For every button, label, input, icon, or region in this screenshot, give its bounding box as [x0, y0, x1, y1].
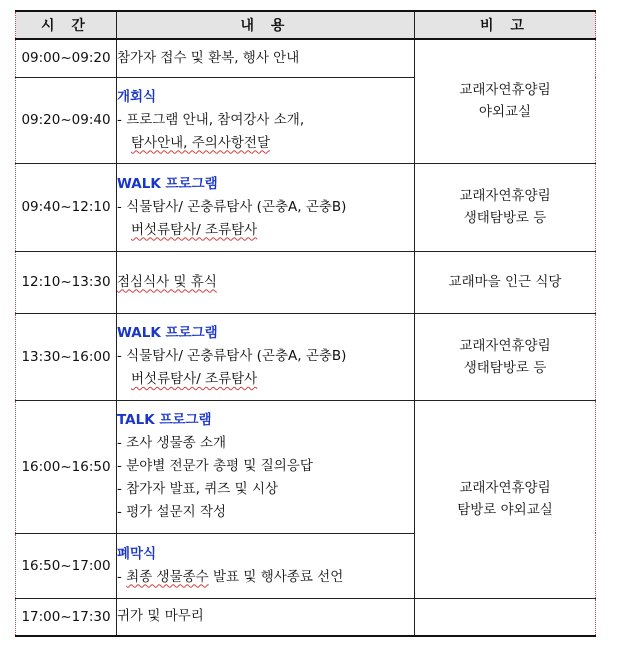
content-line-emph: 최종 생물종수	[126, 568, 209, 585]
note-line: 생태탐방로 등	[463, 210, 547, 226]
program-title: TALK 프로그램	[117, 412, 212, 428]
note-line: 교래자연휴양림	[459, 82, 551, 99]
time-cell: 16:00~16:50	[16, 400, 117, 533]
note-line: 교래자연휴양림	[459, 337, 551, 354]
note-line: 탐방로 야외교실	[457, 502, 553, 518]
content-cell	[117, 163, 415, 251]
content-line: 탐사안내, 주의사항전달	[131, 134, 270, 151]
content-cell	[117, 251, 415, 313]
note-line: 교래자연휴양림	[459, 188, 551, 204]
content-line: 귀가 및 마무리	[117, 608, 204, 625]
time-cell: 17:00~17:30	[16, 598, 117, 636]
note-cell	[415, 313, 596, 400]
table-row	[16, 400, 596, 533]
time-cell: 09:20~09:40	[16, 77, 117, 163]
content-line: - 분야별 전문가 총평 및 질의응답	[117, 458, 313, 474]
time-cell: 16:50~17:00	[16, 533, 117, 598]
time-cell: 09:40~12:10	[16, 163, 117, 251]
content-cell	[117, 533, 415, 598]
content-line: - 조사 생물종 소개	[117, 435, 227, 451]
content-line: - 식물탐사/ 곤충류탐사 (곤충A, 곤충B)	[117, 198, 347, 215]
program-title: WALK 프로그램	[117, 325, 218, 341]
content-line: 참가자 접수 및 환복, 행사 안내	[117, 49, 300, 66]
table-row	[16, 598, 596, 636]
content-line: - 식물탐사/ 곤충류탐사 (곤충A, 곤충B)	[117, 348, 347, 364]
time-cell: 13:30~16:00	[16, 313, 117, 400]
header-note: 비 고	[415, 11, 596, 39]
note-line: 야외교실	[478, 104, 532, 121]
header-content: 내 용	[117, 11, 415, 39]
content-line: - 프로그램 안내, 참여강사 소개,	[117, 111, 305, 128]
content-cell	[117, 77, 415, 163]
header-row	[16, 11, 596, 39]
note-cell	[415, 39, 596, 163]
content-line: - 참가자 발표, 퀴즈 및 시상	[117, 481, 279, 497]
table-row	[16, 39, 596, 77]
header-time: 시 간	[16, 11, 117, 39]
content-cell	[117, 400, 415, 533]
note-line: 생태탐방로 등	[463, 359, 547, 376]
content-line: 버섯류탐사/ 조류탐사	[131, 371, 258, 387]
content-cell	[117, 313, 415, 400]
time-cell: 09:00~09:20	[16, 39, 117, 77]
note-cell	[415, 163, 596, 251]
time-cell: 12:10~13:30	[16, 251, 117, 313]
content-line: 점심식사 및 휴식	[117, 273, 217, 290]
note-line: 교래자연휴양림	[459, 480, 551, 496]
content-line: - 평가 설문지 작성	[117, 504, 227, 520]
table-row	[16, 251, 596, 313]
table-row	[16, 163, 596, 251]
note-line: 교래마을 인근 식당	[448, 274, 562, 290]
note-cell	[415, 251, 596, 313]
content-line: 버섯류탐사/ 조류탐사	[131, 221, 258, 238]
content-line: - 최종 생물종수 발표 및 행사종료 선언	[117, 568, 344, 585]
program-title: 폐막식	[117, 545, 157, 562]
note-cell	[415, 400, 596, 598]
schedule-table	[15, 10, 596, 637]
schedule-wrapper	[15, 10, 595, 637]
note-cell	[415, 598, 596, 636]
program-title: 개회식	[117, 88, 157, 105]
content-cell	[117, 598, 415, 636]
content-cell	[117, 39, 415, 77]
program-title: WALK 프로그램	[117, 175, 218, 192]
table-row	[16, 313, 596, 400]
